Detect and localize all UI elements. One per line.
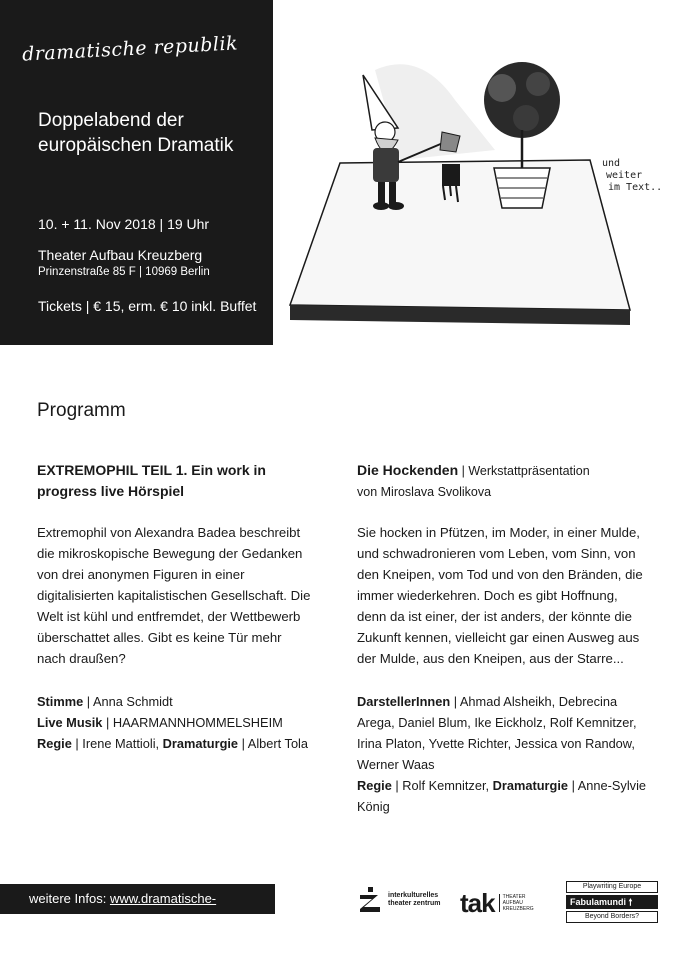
right-title: [357, 460, 647, 482]
tak-line: AUFBAU: [502, 900, 523, 906]
more-info-bar: [0, 884, 275, 936]
right-subtitle: von Miroslava Svolikova: [357, 485, 492, 499]
credit-label: DarstellerInnen: [357, 694, 451, 709]
event-datetime: 10. + 11. Nov 2018 | 19 Uhr: [38, 216, 210, 232]
credit-value: | Anne-Sylvie König: [357, 778, 647, 814]
credit-value: | HAARMANNHOMMELSHEIM: [102, 715, 283, 730]
note-line: im Text..: [608, 182, 663, 193]
left-description: Extremophil von Alexandra Badea beschreibt die mikroskopische Bewegung der Gedanken von drei anonymen Figuren in einer digitalisierten kapitalistischen Gesellschaft. Die Welt ist kühl und entfremdet, der Wettbewerb überschattet alles. Gibt es keine Tür mehr nach draußen?: [37, 525, 311, 666]
left-title: EXTREMOPHIL TEIL 1. Ein work in progress live Hörspiel: [37, 462, 266, 499]
event-headline: Doppelabend der europäischen Dramatik: [38, 110, 234, 156]
credit-label: Stimme: [37, 694, 84, 709]
note-line: und: [602, 158, 621, 169]
fabulamundi-logo: [566, 881, 658, 923]
credit-label: Regie: [37, 736, 72, 751]
credit-value: | Irene Mattioli,: [71, 736, 163, 751]
right-description: Sie hocken in Pfützen, im Moder, in einer Mulde, und schwadronieren vom Leben, vom Sinn, von den Kneipen, vom Tod und von den Bränden, die immer wiederkehren. Doch es gibt Hoffnung, denn da ist einer, der ist anders, der könnte die Zukunft kennen, vielleicht gar einen Ausweg aus der Mulde, aus den Kneipen, aus der Starre...: [357, 525, 643, 666]
fab-name: Fabulamundi: [570, 897, 626, 907]
credit-label: Dramaturgie: [492, 778, 569, 793]
right-credits: [357, 691, 647, 817]
arrow-up-icon: 🠕: [628, 897, 633, 907]
credit-label: Dramaturgie: [162, 736, 239, 751]
tak-logo: [460, 890, 534, 916]
program-right-column: [357, 460, 647, 817]
itz-logo: [358, 887, 441, 913]
ticket-info: Tickets | € 15, erm. € 10 inkl. Buffet: [38, 298, 257, 314]
handwritten-note: [600, 158, 662, 194]
event-info-box: [0, 0, 273, 345]
left-credits: [37, 691, 312, 754]
itz-line: interkulturelles: [388, 892, 439, 899]
website-link[interactable]: www.dramatische-republik.de: [29, 891, 217, 936]
dramatische-republik-logo: dramatische republik: [21, 32, 239, 66]
tak-line: THEATER: [502, 894, 526, 900]
credit-value: | Rolf Kemnitzer,: [391, 778, 493, 793]
venue-name: Theater Aufbau Kreuzberg: [38, 247, 203, 263]
tak-wordmark: tak: [460, 888, 495, 918]
credit-value: | Albert Tola: [238, 736, 309, 751]
right-title-suffix: | Werkstattpräsentation: [458, 464, 590, 478]
program-left-column: [37, 460, 312, 754]
venue-address: Prinzenstraße 85 F | 10969 Berlin: [38, 266, 210, 278]
program-heading: Programm: [37, 400, 126, 421]
note-line: weiter: [606, 170, 643, 181]
credit-label: Regie: [357, 778, 392, 793]
tak-line: KREUZBERG: [502, 906, 534, 912]
itz-mark-icon: [358, 887, 382, 913]
credit-value: | Anna Schmidt: [83, 694, 173, 709]
itz-line: theater zentrum: [388, 900, 441, 907]
fab-mid-bar: [566, 895, 658, 909]
fab-bottom-label: Beyond Borders?: [566, 911, 658, 923]
credit-label: Live Musik: [37, 715, 103, 730]
credit-value: | Ahmad Alsheikh, Debrecina Arega, Daniel Blum, Ike Eickholz, Rolf Kemnitzer, Irina Platon, Yvette Richter, Jessica von Randow, Werner Waas: [357, 694, 637, 772]
more-info-label: weitere Infos:: [29, 891, 110, 906]
right-title-main: Die Hockenden: [357, 462, 459, 478]
fab-top-label: Playwriting Europe: [566, 881, 658, 893]
